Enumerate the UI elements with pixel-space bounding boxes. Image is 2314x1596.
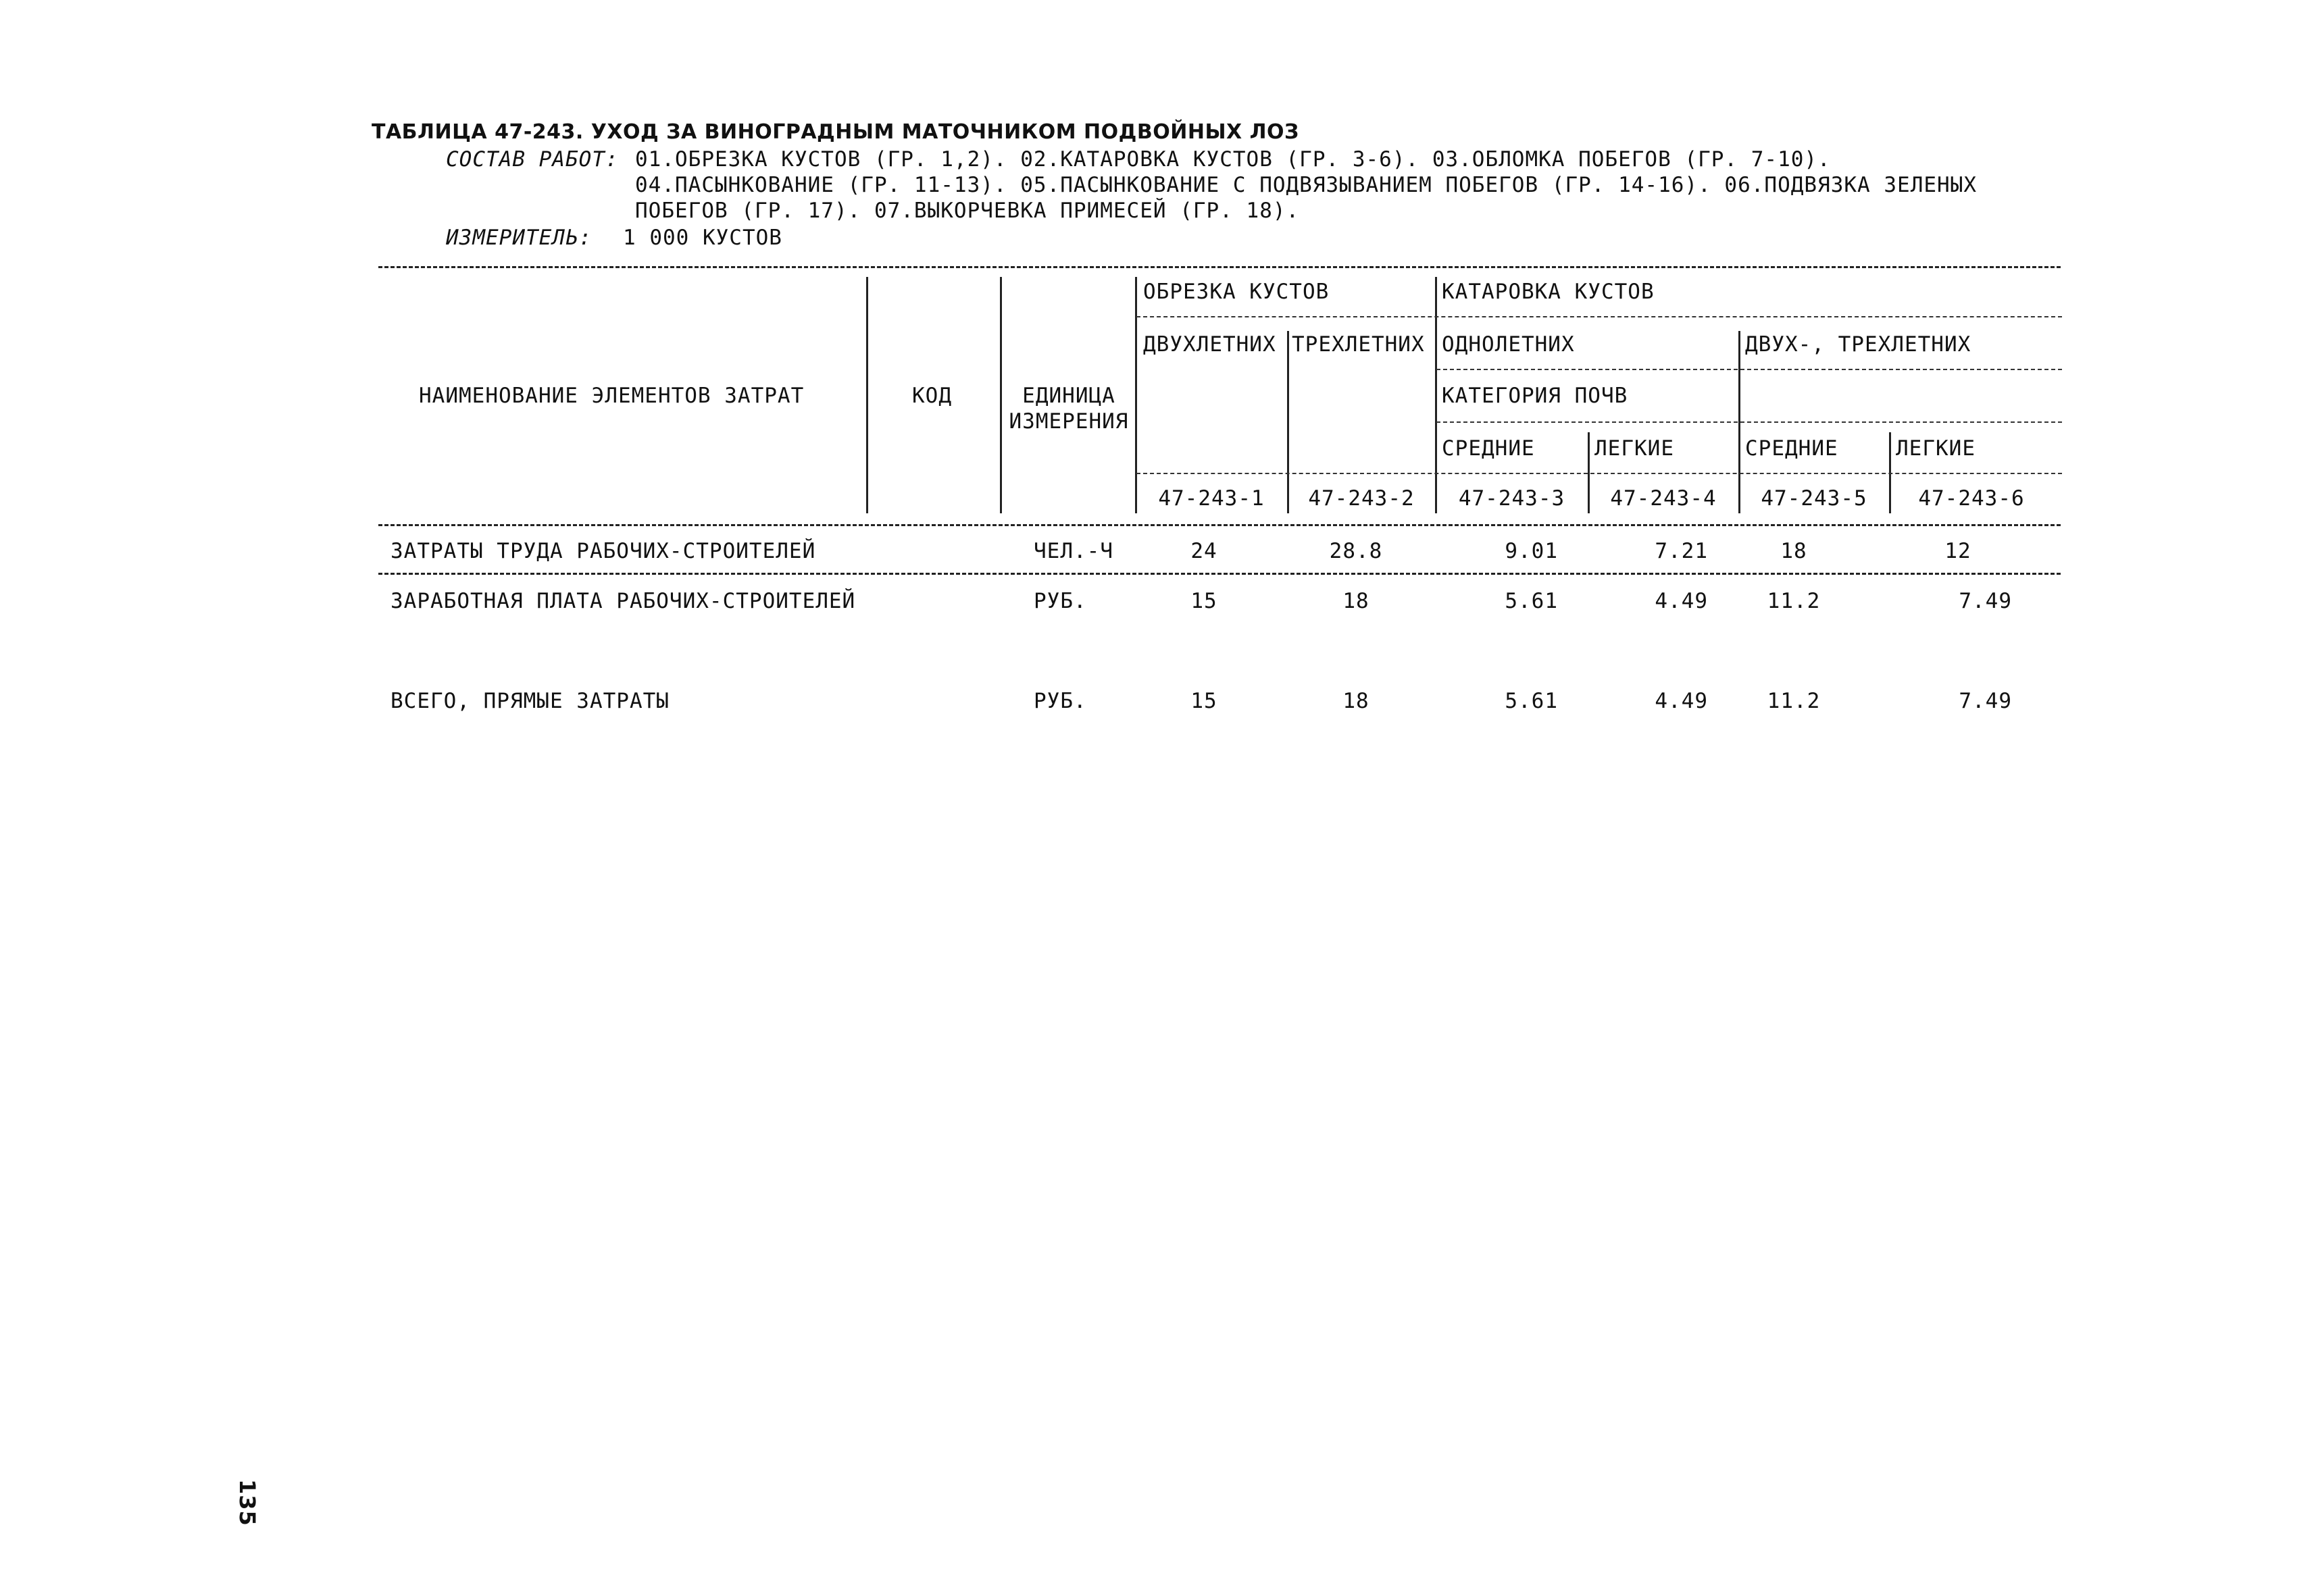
col-code-6: 47-243-6	[1918, 486, 2025, 511]
col-code-2: 47-243-2	[1308, 486, 1415, 511]
row-value-5: 11.2	[1767, 689, 1821, 713]
codes-rule	[1136, 473, 2062, 474]
col-code-3: 47-243-3	[1458, 486, 1565, 511]
row-value-6: 7.49	[1959, 689, 2012, 713]
row-value-4: 4.49	[1655, 689, 1708, 713]
composition-line-2: 04.ПАСЫНКОВАНИЕ (ГР. 11-13). 05.ПАСЫНКОВАНИЕ С ПОДВЯЗЫВАНИЕМ ПОБЕГОВ (ГР. 14-16). 06.ПОДВЯЗКА ЗЕЛЕНЫХ	[635, 173, 1978, 197]
subhead-two-year: ДВУХЛЕТНИХ	[1143, 332, 1276, 357]
group-pruning: ОБРЕЗКА КУСТОВ	[1143, 280, 1330, 304]
row-name: ВСЕГО, ПРЯМЫЕ ЗАТРАТЫ	[391, 689, 670, 713]
col-unit-header-1: ЕДИНИЦА	[1022, 384, 1115, 408]
row-name: ЗАТРАТЫ ТРУДА РАБОЧИХ-СТРОИТЕЛЕЙ	[391, 539, 816, 563]
col-name-header: НАИМЕНОВАНИЕ ЭЛЕМЕНТОВ ЗАТРАТ	[419, 384, 805, 408]
row-value-4: 7.21	[1655, 539, 1708, 563]
separator-group	[1435, 277, 1437, 513]
soil-light-2: ЛЕГКИЕ	[1896, 436, 1976, 461]
row-value-4: 4.49	[1655, 589, 1708, 613]
measure-label: ИЗМЕРИТЕЛЬ:	[446, 226, 593, 250]
measure-value: 1 000 КУСТОВ	[623, 226, 782, 250]
row-unit: ЧЕЛ.-Ч	[1034, 539, 1113, 563]
col-code-1: 47-243-1	[1158, 486, 1265, 511]
col-unit-header-2: ИЗМЕРЕНИЯ	[1009, 409, 1129, 434]
row-rule	[378, 573, 2061, 575]
subhead-rule	[1436, 369, 2062, 370]
row-value-6: 7.49	[1959, 589, 2012, 613]
row-value-1: 15	[1190, 689, 1217, 713]
row-value-1: 15	[1190, 589, 1217, 613]
row-value-1: 24	[1190, 539, 1217, 563]
col-code-4: 47-243-4	[1610, 486, 1717, 511]
separator-code-unit	[1000, 277, 1002, 513]
row-value-5: 18	[1780, 539, 1807, 563]
soil-rule	[1436, 421, 2062, 423]
row-value-3: 5.61	[1505, 689, 1558, 713]
row-value-5: 11.2	[1767, 589, 1821, 613]
col-code-header: КОД	[912, 384, 952, 408]
row-unit: РУБ.	[1034, 689, 1087, 713]
soil-category: КАТЕГОРИЯ ПОЧВ	[1442, 384, 1628, 408]
separator-unit-values	[1135, 277, 1137, 513]
separator-name-code	[866, 277, 868, 513]
header-bottom-rule	[378, 524, 2061, 526]
soil-medium-2: СРЕДНИЕ	[1745, 436, 1838, 461]
subhead-three-year: ТРЕХЛЕТНИХ	[1292, 332, 1425, 357]
group-katarovka: КАТАРОВКА КУСТОВ	[1442, 280, 1655, 304]
row-value-2: 18	[1342, 689, 1369, 713]
soil-light-1: ЛЕГКИЕ	[1594, 436, 1674, 461]
composition-label: СОСТАВ РАБОТ:	[446, 147, 619, 172]
row-value-2: 28.8	[1329, 539, 1383, 563]
row-value-6: 12	[1944, 539, 1971, 563]
header-top-rule	[378, 266, 2061, 268]
page-number: 135	[234, 1479, 260, 1526]
row-value-3: 9.01	[1505, 539, 1558, 563]
row-value-3: 5.61	[1505, 589, 1558, 613]
subhead-one-year: ОДНОЛЕТНИХ	[1442, 332, 1575, 357]
row-unit: РУБ.	[1034, 589, 1087, 613]
composition-line-3: ПОБЕГОВ (ГР. 17). 07.ВЫКОРЧЕВКА ПРИМЕСЕЙ (ГР. 18).	[635, 199, 1300, 223]
subhead-two-three-year: ДВУХ-, ТРЕХЛЕТНИХ	[1745, 332, 1971, 357]
soil-medium-1: СРЕДНИЕ	[1442, 436, 1535, 461]
group-rule	[1136, 316, 2062, 317]
row-name: ЗАРАБОТНАЯ ПЛАТА РАБОЧИХ-СТРОИТЕЛЕЙ	[391, 589, 856, 613]
table-title: ТАБЛИЦА 47-243. УХОД ЗА ВИНОГРАДНЫМ МАТОЧНИКОМ ПОДВОЙНЫХ ЛОЗ	[372, 120, 1299, 144]
composition-line-1: 01.ОБРЕЗКА КУСТОВ (ГР. 1,2). 02.КАТАРОВКА КУСТОВ (ГР. 3-6). 03.ОБЛОМКА ПОБЕГОВ (ГР. 7-10).	[635, 147, 1831, 172]
col-code-5: 47-243-5	[1761, 486, 1867, 511]
row-value-2: 18	[1342, 589, 1369, 613]
